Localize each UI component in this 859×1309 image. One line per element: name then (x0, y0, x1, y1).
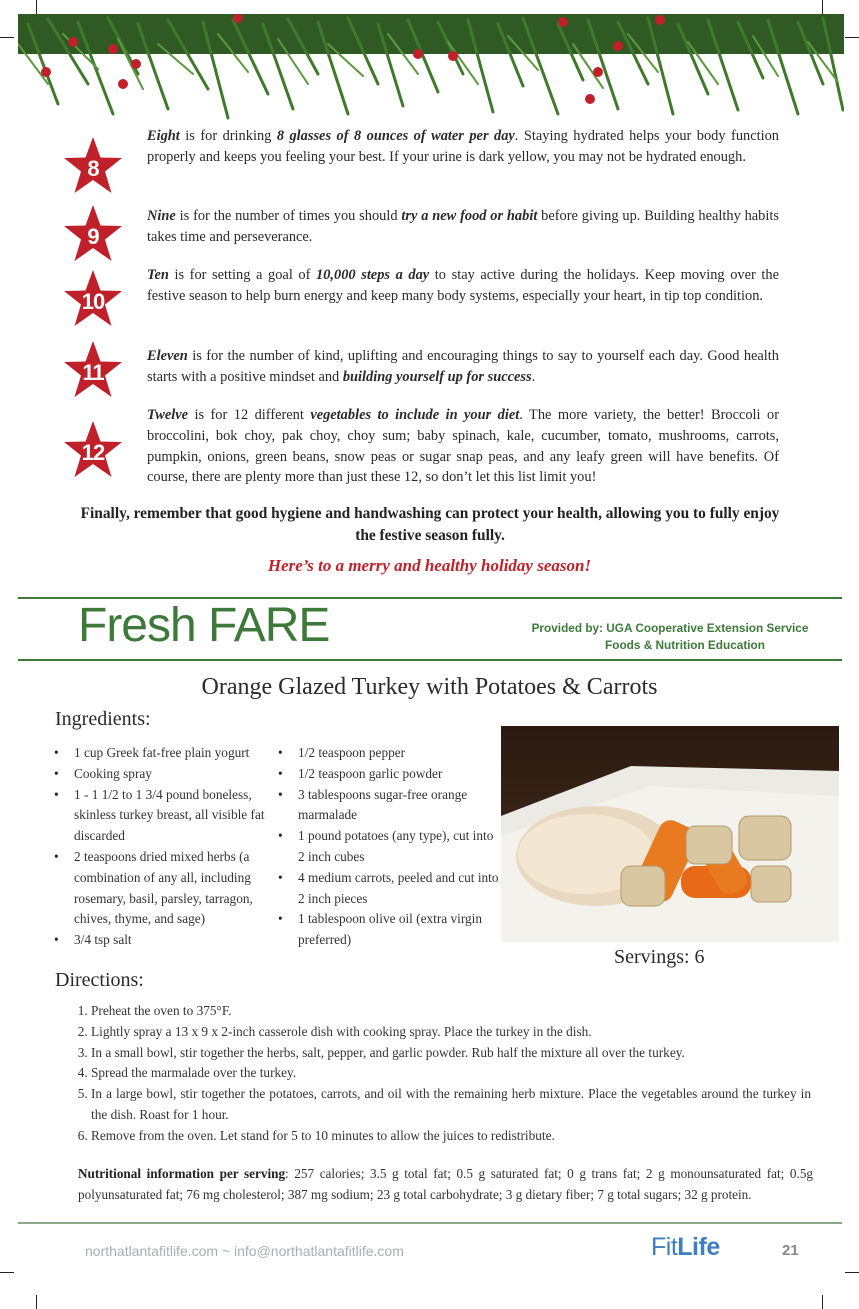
tip-text (147, 126, 779, 168)
star-icon (62, 204, 124, 266)
provider-subline: Foods & Nutrition Education (605, 638, 765, 652)
tip-emphasis: try a new food or habit (401, 208, 538, 224)
recipe-photo (501, 726, 839, 942)
tip-number-word: Ten (147, 267, 169, 283)
logo-fit: Fit (651, 1233, 678, 1261)
ingredient-item: • 2 teaspoons dried mixed herbs (a combination of any all, including rosemary, basil, parsley, tarragon, chives, thyme, and sage) (52, 847, 276, 930)
directions-list (78, 1001, 811, 1147)
nutrition-values: : 257 calories; 3.5 g total fat; 0.5 g saturated fat; 0 g trans fat; 2 g monounsaturated fat; 0.5g polyunsaturated fat; 76 mg cholesterol; 387 mg sodium; 23 g total carbohydrate; 3 g dietary fiber; 7 g total sugars; 32 g protein. (78, 1166, 814, 1202)
tip-text (147, 346, 779, 388)
tip-number-word: Nine (147, 208, 176, 224)
star-icon (62, 420, 124, 482)
crop-mark (822, 1295, 823, 1309)
tip-number-word: Twelve (147, 407, 189, 423)
ingredient-item: • 1 pound potatoes (any type), cut into 2 inch cubes (276, 826, 502, 868)
tip-text (147, 405, 779, 488)
tip-body: . (531, 368, 536, 385)
crop-mark (845, 1272, 859, 1273)
tip-number-word: Eleven (147, 348, 188, 364)
tip-body: . Staying hydrated helps your body function properly and keeps you feeling your best. If your urine is dark yellow, you may not be hydrated enough. (147, 128, 779, 165)
tip-body: is for the number of times you should (175, 208, 402, 224)
ingredients-heading: Ingredients: (55, 708, 151, 730)
direction-step: 2. Lightly spray a 13 x 9 x 2-inch casserole dish with cooking spray. Place the turkey in the dish. (91, 1022, 811, 1043)
tip-body: . The more variety, the better! Broccoli or broccolini, bok choy, pak choy, choy sum; baby spinach, kale, cucumber, tomato, mushrooms, carrots, pumpkin, onions, green beans, snow peas or sugar snap peas, and any leafy green will have benefits. Of course, there are plenty more than just these 12, so don’t let this list limit you! (147, 407, 779, 486)
star-number: 12 (81, 440, 105, 465)
star-number: 10 (81, 289, 105, 314)
star-icon (62, 136, 124, 198)
crop-mark (0, 37, 14, 38)
ingredient-item: • 3/4 tsp salt (52, 930, 276, 951)
closing-statement: Finally, remember that good hygiene and handwashing can protect your health, allowing you to fully enjoy the festive season fully. (80, 505, 780, 544)
direction-step: 4. Spread the marmalade over the turkey. (91, 1063, 811, 1084)
fitlife-logo (651, 1233, 720, 1262)
star-number: 8 (87, 156, 99, 181)
ingredient-item: • 4 medium carrots, peeled and cut into 2 inch pieces (276, 868, 502, 910)
footer-contact: northatlantafitlife.com ~ info@northatlantafitlife.com (85, 1243, 404, 1259)
tip-number-word: Eight (147, 128, 180, 144)
direction-step: 1. Preheat the oven to 375°F. (91, 1001, 811, 1022)
directions-heading: Directions: (55, 969, 144, 991)
tip-body: is for drinking (179, 128, 277, 144)
ingredient-item: • 1 tablespoon olive oil (extra virgin preferred) (276, 909, 502, 951)
crop-mark (36, 1295, 37, 1309)
direction-step: 3. In a small bowl, stir together the herbs, salt, pepper, and garlic powder. Rub half the mixture all over the turkey. (91, 1043, 811, 1064)
tip-emphasis: building yourself up for success (342, 368, 532, 385)
page-number: 21 (782, 1242, 799, 1259)
holiday-greeting: Here’s to a merry and healthy holiday season! (267, 556, 592, 575)
direction-step: 5. In a large bowl, stir together the potatoes, carrots, and oil with the remaining herb mixture. Place the vegetables around the turkey in the dish. Roast for 1 hour. (91, 1084, 811, 1126)
fresh-fare-logo: Fresh FARE (78, 599, 330, 652)
star-number: 11 (82, 360, 104, 385)
logo-life: Life (677, 1233, 720, 1261)
tip-emphasis: vegetables to include in your diet (310, 407, 520, 423)
star-number: 9 (87, 224, 99, 249)
crop-mark (0, 1272, 14, 1273)
tip-emphasis: 8 glasses of 8 ounces of water per day (276, 128, 515, 144)
tip-text (147, 206, 779, 248)
nutrition-info (78, 1163, 813, 1205)
tip-body: to stay active during the holidays. Keep moving over the festive season to help burn energy and keep many body systems, especially your heart, in tip top condition. (147, 267, 779, 304)
crop-mark (822, 0, 823, 14)
tip-emphasis: 10,000 steps a day (316, 267, 430, 283)
ingredient-item: • 1/2 teaspoon pepper (276, 743, 502, 764)
crop-mark (36, 0, 37, 14)
tip-body: is for 12 different (188, 407, 311, 423)
ingredients-list (52, 743, 276, 951)
tip-text (147, 265, 779, 307)
ingredient-item: • 1 cup Greek fat-free plain yogurt (52, 743, 276, 764)
ingredient-item: • 3 tablespoons sugar-free orange marmalade (276, 785, 502, 827)
pine-garland-illustration (18, 14, 844, 126)
tip-body: is for the number of kind, uplifting and encouraging things to say to yourself each day. Good health starts with a positive mindset and (147, 348, 779, 385)
footer-divider (18, 1222, 842, 1224)
direction-step: 6. Remove from the oven. Let stand for 5 to 10 minutes to allow the juices to redistribute. (91, 1126, 811, 1147)
provider-credit (500, 620, 840, 654)
ingredients-list (276, 743, 502, 951)
crop-mark (845, 37, 859, 38)
nutrition-label: Nutritional information per serving (78, 1166, 286, 1181)
ingredient-item: • Cooking spray (52, 764, 276, 785)
tip-body: is for setting a goal of (168, 267, 317, 283)
tip-body: before giving up. Building healthy habits takes time and perseverance. (147, 208, 779, 245)
servings: Servings: 6 (614, 946, 705, 968)
recipe-title: Orange Glazed Turkey with Potatoes & Carrots (201, 674, 658, 700)
provider-line: Provided by: UGA Cooperative Extension Service (531, 621, 809, 635)
section-divider (18, 659, 842, 661)
star-icon (62, 340, 124, 402)
ingredient-item: • 1/2 teaspoon garlic powder (276, 764, 502, 785)
star-icon (62, 269, 124, 331)
ingredient-item: • 1 - 1 1/2 to 1 3/4 pound boneless, skinless turkey breast, all visible fat discarded (52, 785, 276, 847)
